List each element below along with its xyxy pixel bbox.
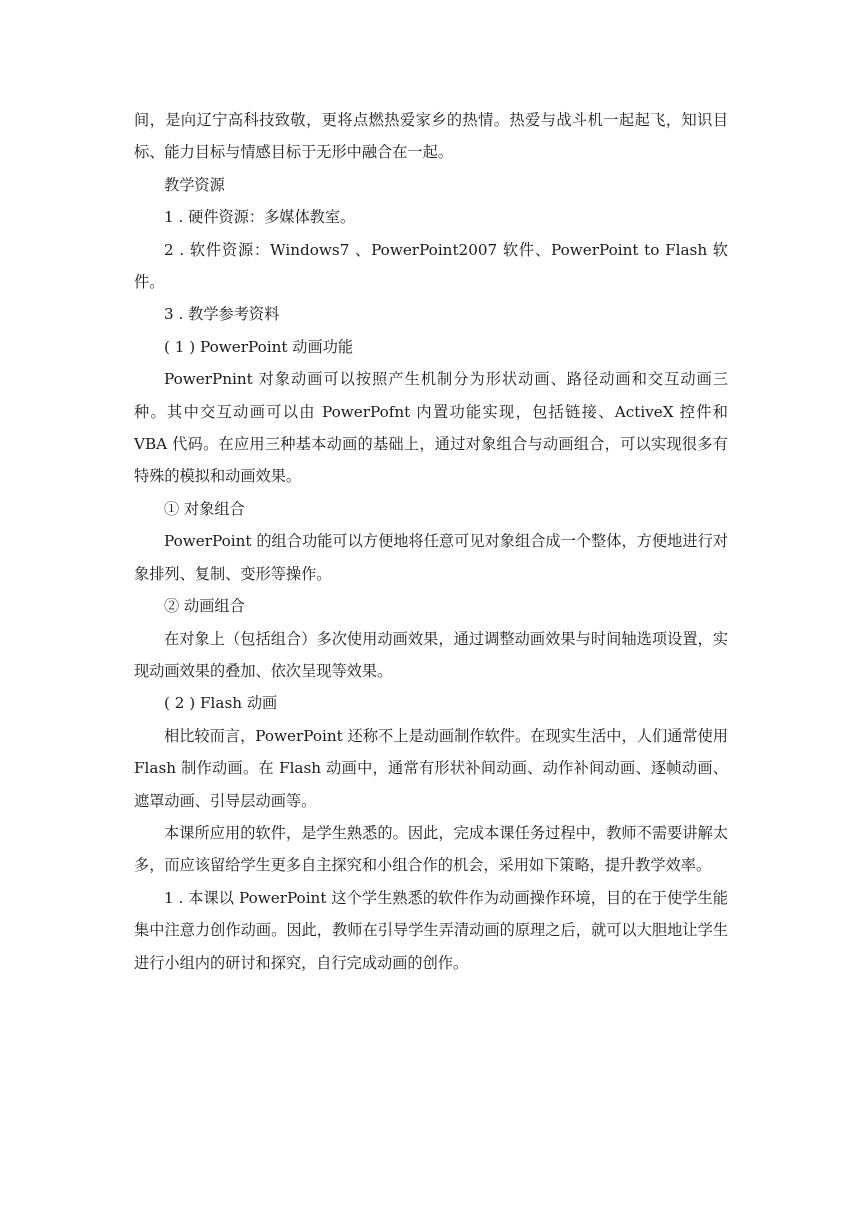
paragraph-powerpoint-animation: PowerPnint 对象动画可以按照产生机制分为形状动画、路径动画和交互动画三种。其中交互动画可以由 PowerPofnt 内置功能实现，包括链接、ActiveX 控件和 VBA 代码。在应用三种基本动画的基础上，通过对象组合与动画组合，可以实现很多有特殊的模拟和动画效果。 [134,370,728,486]
subheading-flash-animation: ( 2 ) Flash 动画 [164,694,278,713]
subheading-animation-group: ② 动画组合 [164,597,245,616]
list-item-software: 2 . 软件资源：Windows7 、PowerPoint2007 软件、PowerPoint to Flash 软件。 [134,240,728,292]
paragraph-flash-animation: 相比较而言，PowerPoint 还称不上是动画制作软件。在现实生活中，人们通常使用 Flash 制作动画。在 Flash 动画中，通常有形状补间动画、动作补间动画、逐帧动画、遮罩动画、引导层动画等。 [134,726,728,810]
document-body [134,104,728,979]
heading-teaching-resources: 教学资源 [164,175,225,194]
list-item-hardware: 1 . 硬件资源：多媒体教室。 [164,208,356,227]
paragraph-continuation: 间，是向辽宁高科技致敬，更将点燃热爱家乡的热情。热爱与战斗机一起起飞，知识目标、能力目标与情感目标于无形中融合在一起。 [134,111,728,162]
paragraph-animation-group: 在对象上（包括组合）多次使用动画效果，通过调整动画效果与时间轴选项设置，实现动画效果的叠加、依次呈现等效果。 [134,629,728,680]
paragraph-strategy-intro: 本课所应用的软件，是学生熟悉的。因此，完成本课任务过程中，教师不需要讲解太多，而应该留给学生更多自主探究和小组合作的机会，采用如下策略，提升教学效率。 [134,823,728,875]
list-item-reference: 3 . 教学参考资料 [164,305,280,324]
paragraph-object-group: PowerPoint 的组合功能可以方便地将任意可见对象组合成一个整体，方便地进行对象排列、复制、变形等操作。 [134,532,728,583]
paragraph-strategy-1: 1 . 本课以 PowerPoint 这个学生熟悉的软件作为动画操作环境，目的在于使学生能集中注意力创作动画。因此，教师在引导学生弄清动画的原理之后，就可以大胆地让学生进行小组内的研讨和探究，自行完成动画的创作。 [134,888,728,972]
subheading-powerpoint-animation: ( 1 ) PowerPoint 动画功能 [164,337,354,356]
subheading-object-group: ① 对象组合 [164,499,245,518]
